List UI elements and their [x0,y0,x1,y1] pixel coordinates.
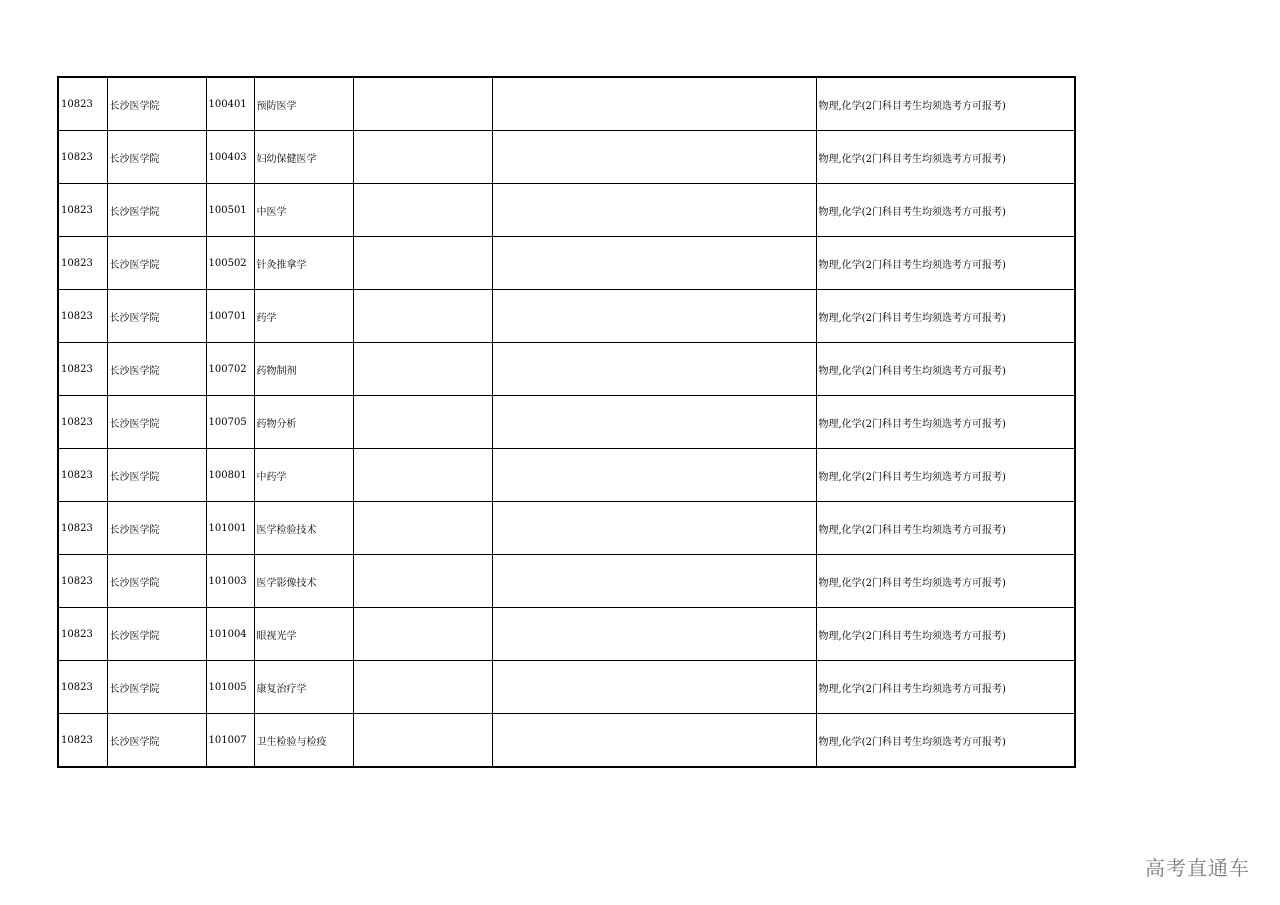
major-code-cell: 101007 [206,714,254,768]
table-row [58,449,1075,502]
school-name-cell: 长沙医学院 [107,290,206,343]
major-name-cell: 中医学 [254,184,353,237]
school-name-cell: 长沙医学院 [107,449,206,502]
major-code-cell: 100701 [206,290,254,343]
subject-requirement-cell: 物理,化学(2门科目考生均须选考方可报考) [816,661,1075,714]
table-row [58,661,1075,714]
table-row [58,396,1075,449]
subject-requirement-cell: 物理,化学(2门科目考生均须选考方可报考) [816,449,1075,502]
subject-requirement-cell: 物理,化学(2门科目考生均须选考方可报考) [816,343,1075,396]
empty-cell [353,343,492,396]
empty-cell [353,608,492,661]
school-code-cell: 10823 [58,449,107,502]
major-name-cell: 针灸推拿学 [254,237,353,290]
table-row [58,131,1075,184]
school-code-cell: 10823 [58,290,107,343]
school-name-cell: 长沙医学院 [107,555,206,608]
school-code-cell: 10823 [58,237,107,290]
table-row [58,77,1075,131]
table-row [58,290,1075,343]
empty-cell [492,396,816,449]
major-name-cell: 康复治疗学 [254,661,353,714]
school-name-cell: 长沙医学院 [107,77,206,131]
school-code-cell: 10823 [58,131,107,184]
school-code-cell: 10823 [58,396,107,449]
school-name-cell: 长沙医学院 [107,661,206,714]
major-name-cell: 医学检验技术 [254,502,353,555]
table-row [58,608,1075,661]
empty-cell [353,555,492,608]
major-code-cell: 100401 [206,77,254,131]
major-code-cell: 100502 [206,237,254,290]
empty-cell [492,555,816,608]
subject-requirement-cell: 物理,化学(2门科目考生均须选考方可报考) [816,555,1075,608]
empty-cell [492,131,816,184]
table-row [58,237,1075,290]
major-name-cell: 药物制剂 [254,343,353,396]
empty-cell [492,290,816,343]
empty-cell [353,449,492,502]
major-name-cell: 预防医学 [254,77,353,131]
school-name-cell: 长沙医学院 [107,343,206,396]
empty-cell [353,396,492,449]
subject-requirement-cell: 物理,化学(2门科目考生均须选考方可报考) [816,131,1075,184]
major-name-cell: 眼视光学 [254,608,353,661]
empty-cell [492,77,816,131]
empty-cell [353,502,492,555]
watermark: 高考直通车 [1145,856,1250,880]
subject-requirement-cell: 物理,化学(2门科目考生均须选考方可报考) [816,396,1075,449]
major-code-cell: 101001 [206,502,254,555]
subject-requirement-cell: 物理,化学(2门科目考生均须选考方可报考) [816,714,1075,768]
school-code-cell: 10823 [58,608,107,661]
school-name-cell: 长沙医学院 [107,608,206,661]
empty-cell [492,502,816,555]
empty-cell [353,77,492,131]
major-code-cell: 100403 [206,131,254,184]
school-name-cell: 长沙医学院 [107,714,206,768]
empty-cell [353,661,492,714]
empty-cell [353,237,492,290]
major-name-cell: 医学影像技术 [254,555,353,608]
empty-cell [492,661,816,714]
school-code-cell: 10823 [58,502,107,555]
major-code-cell: 101003 [206,555,254,608]
school-code-cell: 10823 [58,714,107,768]
school-name-cell: 长沙医学院 [107,502,206,555]
major-name-cell: 妇幼保健医学 [254,131,353,184]
empty-cell [492,449,816,502]
table-row [58,343,1075,396]
subject-requirement-cell: 物理,化学(2门科目考生均须选考方可报考) [816,608,1075,661]
major-name-cell: 卫生检验与检疫 [254,714,353,768]
empty-cell [353,714,492,768]
major-code-cell: 100702 [206,343,254,396]
table-row [58,714,1075,768]
empty-cell [492,237,816,290]
major-name-cell: 药物分析 [254,396,353,449]
table-row [58,502,1075,555]
major-code-cell: 101004 [206,608,254,661]
major-name-cell: 中药学 [254,449,353,502]
school-code-cell: 10823 [58,77,107,131]
school-name-cell: 长沙医学院 [107,184,206,237]
school-name-cell: 长沙医学院 [107,131,206,184]
subject-requirement-cell: 物理,化学(2门科目考生均须选考方可报考) [816,77,1075,131]
school-code-cell: 10823 [58,343,107,396]
subject-requirement-cell: 物理,化学(2门科目考生均须选考方可报考) [816,237,1075,290]
school-name-cell: 长沙医学院 [107,237,206,290]
school-code-cell: 10823 [58,661,107,714]
major-name-cell: 药学 [254,290,353,343]
table-row [58,555,1075,608]
school-code-cell: 10823 [58,184,107,237]
empty-cell [492,608,816,661]
empty-cell [353,131,492,184]
school-name-cell: 长沙医学院 [107,396,206,449]
major-code-cell: 100501 [206,184,254,237]
table-body [58,77,1075,767]
admission-table [57,76,1076,768]
empty-cell [492,714,816,768]
subject-requirement-cell: 物理,化学(2门科目考生均须选考方可报考) [816,290,1075,343]
empty-cell [353,184,492,237]
subject-requirement-cell: 物理,化学(2门科目考生均须选考方可报考) [816,502,1075,555]
subject-requirement-cell: 物理,化学(2门科目考生均须选考方可报考) [816,184,1075,237]
major-code-cell: 100801 [206,449,254,502]
school-code-cell: 10823 [58,555,107,608]
major-code-cell: 101005 [206,661,254,714]
major-code-cell: 100705 [206,396,254,449]
empty-cell [492,184,816,237]
empty-cell [492,343,816,396]
empty-cell [353,290,492,343]
table-row [58,184,1075,237]
